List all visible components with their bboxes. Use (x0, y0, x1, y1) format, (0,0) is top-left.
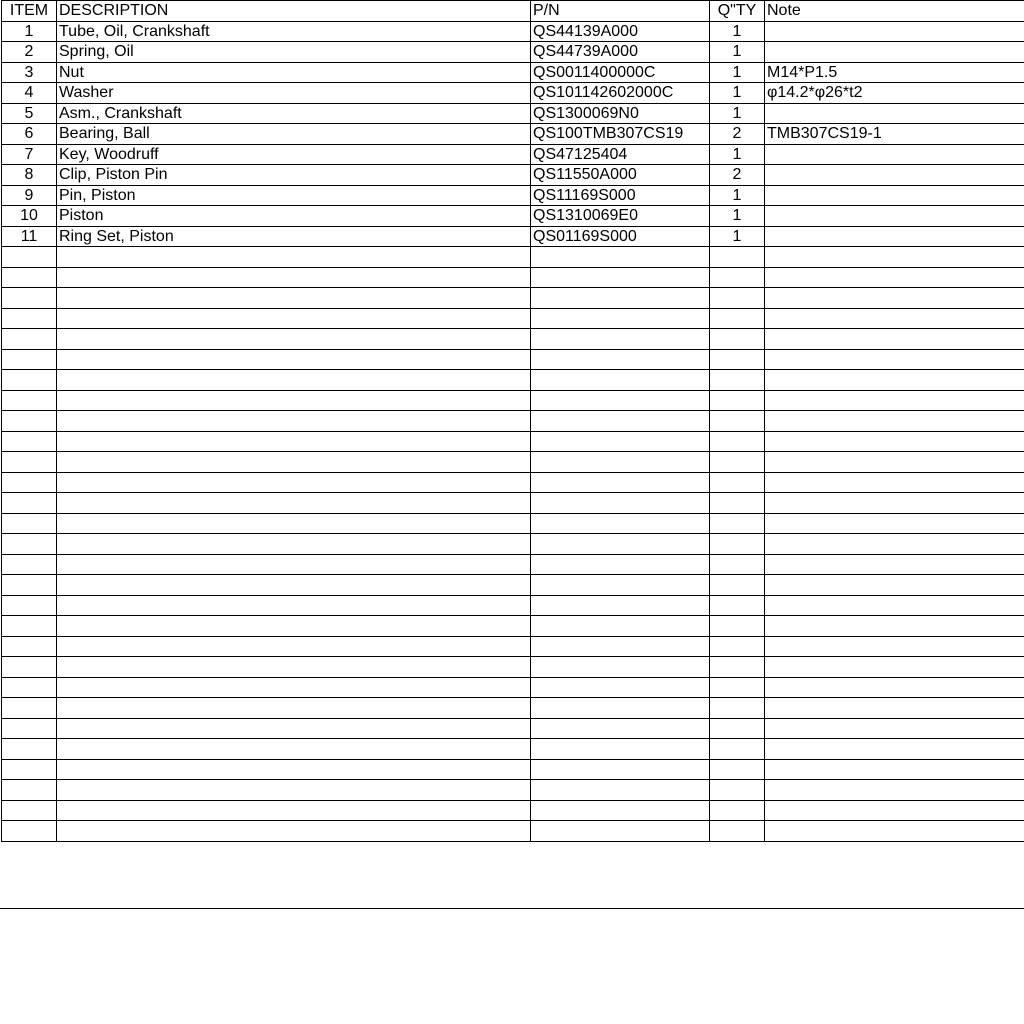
cell-note-empty (765, 657, 1024, 678)
cell-part-number-empty (531, 718, 710, 739)
cell-part-number-empty (531, 267, 710, 288)
cell-part-number: QS11550A000 (531, 165, 710, 186)
table-row (2, 226, 1024, 247)
table-row-empty (2, 821, 1024, 842)
cell-quantity: 1 (710, 144, 765, 165)
cell-quantity: 1 (710, 206, 765, 227)
cell-note: TMB307CS19-1 (765, 124, 1024, 145)
cell-item-empty (2, 370, 57, 391)
table-row-empty (2, 411, 1024, 432)
cell-description-empty (57, 575, 531, 596)
cell-quantity-empty (710, 267, 765, 288)
cell-quantity: 1 (710, 21, 765, 42)
cell-description: Piston (57, 206, 531, 227)
cell-part-number-empty (531, 595, 710, 616)
cell-description-empty (57, 370, 531, 391)
cell-part-number: QS1300069N0 (531, 103, 710, 124)
cell-item-empty (2, 554, 57, 575)
header-part-number: P/N (531, 1, 710, 22)
cell-description-empty (57, 390, 531, 411)
cell-note (765, 165, 1024, 186)
cell-item-empty (2, 616, 57, 637)
cell-note-empty (765, 329, 1024, 350)
cell-item-empty (2, 349, 57, 370)
cell-part-number-empty (531, 636, 710, 657)
cell-description: Ring Set, Piston (57, 226, 531, 247)
cell-item-empty (2, 452, 57, 473)
cell-description-empty (57, 534, 531, 555)
cell-description-empty (57, 780, 531, 801)
cell-quantity-empty (710, 513, 765, 534)
header-note: Note (765, 1, 1024, 22)
cell-quantity-empty (710, 472, 765, 493)
cell-description-empty (57, 718, 531, 739)
table-row-empty (2, 288, 1024, 309)
cell-description: Key, Woodruff (57, 144, 531, 165)
cell-item-empty (2, 800, 57, 821)
cell-description: Nut (57, 62, 531, 83)
cell-note-empty (765, 513, 1024, 534)
table-row-empty (2, 247, 1024, 268)
cell-note-empty (765, 411, 1024, 432)
cell-note-empty (765, 677, 1024, 698)
table-row-empty (2, 677, 1024, 698)
cell-part-number-empty (531, 575, 710, 596)
table-row (2, 185, 1024, 206)
table-row-empty (2, 718, 1024, 739)
cell-item-empty (2, 534, 57, 555)
table-row-empty (2, 739, 1024, 760)
cell-part-number: QS100TMB307CS19 (531, 124, 710, 145)
table-row-empty (2, 329, 1024, 350)
cell-description-empty (57, 739, 531, 760)
cell-item-empty (2, 390, 57, 411)
table-row (2, 62, 1024, 83)
cell-note (765, 185, 1024, 206)
cell-quantity-empty (710, 739, 765, 760)
cell-description: Tube, Oil, Crankshaft (57, 21, 531, 42)
cell-description: Spring, Oil (57, 42, 531, 63)
cell-note-empty (765, 288, 1024, 309)
parts-list-body (2, 21, 1024, 841)
cell-part-number-empty (531, 739, 710, 760)
cell-quantity-empty (710, 677, 765, 698)
cell-part-number-empty (531, 698, 710, 719)
cell-description-empty (57, 452, 531, 473)
cell-note: M14*P1.5 (765, 62, 1024, 83)
cell-note (765, 21, 1024, 42)
cell-quantity-empty (710, 390, 765, 411)
cell-quantity: 1 (710, 62, 765, 83)
cell-quantity-empty (710, 411, 765, 432)
table-row-empty (2, 431, 1024, 452)
cell-description-empty (57, 657, 531, 678)
cell-part-number: QS44139A000 (531, 21, 710, 42)
cell-quantity-empty (710, 534, 765, 555)
cell-item: 1 (2, 21, 57, 42)
table-row-empty (2, 267, 1024, 288)
cell-part-number-empty (531, 370, 710, 391)
cell-description-empty (57, 554, 531, 575)
cell-item-empty (2, 329, 57, 350)
cell-part-number-empty (531, 493, 710, 514)
cell-note (765, 42, 1024, 63)
table-row (2, 83, 1024, 104)
cell-item-empty (2, 472, 57, 493)
cell-note-empty (765, 247, 1024, 268)
table-row (2, 206, 1024, 227)
cell-part-number-empty (531, 800, 710, 821)
cell-note-empty (765, 452, 1024, 473)
cell-description-empty (57, 247, 531, 268)
cell-note-empty (765, 472, 1024, 493)
table-row (2, 165, 1024, 186)
table-row-empty (2, 759, 1024, 780)
cell-description-empty (57, 677, 531, 698)
cell-quantity-empty (710, 554, 765, 575)
cell-description-empty (57, 431, 531, 452)
cell-note (765, 144, 1024, 165)
cell-quantity-empty (710, 698, 765, 719)
cell-part-number: QS101142602000C (531, 83, 710, 104)
cell-item: 4 (2, 83, 57, 104)
cell-description-empty (57, 411, 531, 432)
cell-quantity-empty (710, 308, 765, 329)
cell-part-number: QS47125404 (531, 144, 710, 165)
cell-part-number-empty (531, 472, 710, 493)
cell-item-empty (2, 718, 57, 739)
cell-description: Pin, Piston (57, 185, 531, 206)
cell-item: 10 (2, 206, 57, 227)
cell-description-empty (57, 267, 531, 288)
cell-item-empty (2, 431, 57, 452)
cell-part-number-empty (531, 411, 710, 432)
cell-item: 3 (2, 62, 57, 83)
cell-note-empty (765, 739, 1024, 760)
cell-part-number-empty (531, 780, 710, 801)
table-row-empty (2, 370, 1024, 391)
table-row-empty (2, 657, 1024, 678)
cell-item-empty (2, 759, 57, 780)
cell-part-number: QS0011400000C (531, 62, 710, 83)
cell-note-empty (765, 308, 1024, 329)
cell-item-empty (2, 411, 57, 432)
cell-note-empty (765, 370, 1024, 391)
cell-note-empty (765, 718, 1024, 739)
cell-quantity: 1 (710, 42, 765, 63)
cell-quantity: 1 (710, 226, 765, 247)
cell-part-number-empty (531, 349, 710, 370)
cell-item-empty (2, 780, 57, 801)
cell-quantity: 2 (710, 124, 765, 145)
cell-note-empty (765, 534, 1024, 555)
cell-part-number-empty (531, 329, 710, 350)
cell-quantity-empty (710, 329, 765, 350)
cell-item-empty (2, 308, 57, 329)
table-row (2, 124, 1024, 145)
cell-item-empty (2, 739, 57, 760)
cell-description-empty (57, 329, 531, 350)
table-row-empty (2, 554, 1024, 575)
cell-quantity-empty (710, 493, 765, 514)
cell-quantity-empty (710, 575, 765, 596)
cell-note-empty (765, 349, 1024, 370)
cell-part-number-empty (531, 452, 710, 473)
table-row-empty (2, 349, 1024, 370)
cell-item: 8 (2, 165, 57, 186)
header-quantity: Q"TY (710, 1, 765, 22)
cell-quantity-empty (710, 247, 765, 268)
cell-description-empty (57, 698, 531, 719)
cell-quantity-empty (710, 595, 765, 616)
cell-note (765, 206, 1024, 227)
cell-part-number-empty (531, 431, 710, 452)
cell-note-empty (765, 390, 1024, 411)
cell-part-number-empty (531, 821, 710, 842)
table-row (2, 144, 1024, 165)
cell-description-empty (57, 349, 531, 370)
cell-note-empty (765, 493, 1024, 514)
cell-part-number-empty (531, 247, 710, 268)
cell-quantity-empty (710, 800, 765, 821)
cell-quantity: 2 (710, 165, 765, 186)
cell-part-number-empty (531, 390, 710, 411)
table-row (2, 42, 1024, 63)
cell-description-empty (57, 800, 531, 821)
cell-quantity-empty (710, 718, 765, 739)
table-row-empty (2, 452, 1024, 473)
cell-quantity-empty (710, 780, 765, 801)
cell-description-empty (57, 821, 531, 842)
cell-description-empty (57, 616, 531, 637)
cell-quantity-empty (710, 452, 765, 473)
table-row-empty (2, 390, 1024, 411)
cell-note-empty (765, 698, 1024, 719)
cell-note-empty (765, 267, 1024, 288)
cell-note-empty (765, 636, 1024, 657)
cell-part-number-empty (531, 759, 710, 780)
cell-note-empty (765, 575, 1024, 596)
cell-quantity: 1 (710, 185, 765, 206)
cell-quantity-empty (710, 370, 765, 391)
cell-description-empty (57, 493, 531, 514)
cell-part-number-empty (531, 554, 710, 575)
parts-list-table (1, 0, 1024, 842)
bottom-rule (0, 908, 1024, 909)
cell-item-empty (2, 575, 57, 596)
cell-item: 6 (2, 124, 57, 145)
table-row-empty (2, 698, 1024, 719)
table-row-empty (2, 493, 1024, 514)
header-row (2, 1, 1024, 22)
cell-quantity-empty (710, 431, 765, 452)
cell-quantity-empty (710, 657, 765, 678)
cell-description-empty (57, 472, 531, 493)
cell-item-empty (2, 247, 57, 268)
table-row-empty (2, 513, 1024, 534)
cell-item: 5 (2, 103, 57, 124)
cell-note-empty (765, 595, 1024, 616)
cell-item-empty (2, 698, 57, 719)
cell-item: 2 (2, 42, 57, 63)
cell-item-empty (2, 513, 57, 534)
cell-part-number-empty (531, 534, 710, 555)
cell-description-empty (57, 595, 531, 616)
cell-description-empty (57, 288, 531, 309)
cell-item-empty (2, 657, 57, 678)
cell-quantity-empty (710, 616, 765, 637)
table-row-empty (2, 636, 1024, 657)
cell-note (765, 226, 1024, 247)
cell-part-number-empty (531, 308, 710, 329)
cell-description-empty (57, 759, 531, 780)
cell-quantity-empty (710, 759, 765, 780)
cell-part-number: QS1310069E0 (531, 206, 710, 227)
cell-part-number-empty (531, 288, 710, 309)
cell-part-number-empty (531, 616, 710, 637)
header-item: ITEM (2, 1, 57, 22)
cell-item-empty (2, 595, 57, 616)
cell-item-empty (2, 636, 57, 657)
cell-description: Bearing, Ball (57, 124, 531, 145)
header-description: DESCRIPTION (57, 1, 531, 22)
table-row-empty (2, 308, 1024, 329)
cell-quantity-empty (710, 288, 765, 309)
table-row-empty (2, 780, 1024, 801)
table-row-empty (2, 800, 1024, 821)
cell-item-empty (2, 677, 57, 698)
table-row (2, 103, 1024, 124)
cell-item: 7 (2, 144, 57, 165)
cell-note-empty (765, 821, 1024, 842)
cell-description-empty (57, 636, 531, 657)
cell-note-empty (765, 554, 1024, 575)
cell-part-number: QS44739A000 (531, 42, 710, 63)
cell-description-empty (57, 513, 531, 534)
table-row-empty (2, 534, 1024, 555)
table-row-empty (2, 472, 1024, 493)
cell-note-empty (765, 759, 1024, 780)
cell-part-number: QS11169S000 (531, 185, 710, 206)
cell-note-empty (765, 431, 1024, 452)
cell-quantity-empty (710, 349, 765, 370)
cell-item: 11 (2, 226, 57, 247)
cell-note-empty (765, 800, 1024, 821)
cell-item-empty (2, 821, 57, 842)
cell-quantity: 1 (710, 83, 765, 104)
cell-part-number: QS01169S000 (531, 226, 710, 247)
cell-description: Clip, Piston Pin (57, 165, 531, 186)
cell-item: 9 (2, 185, 57, 206)
cell-note-empty (765, 780, 1024, 801)
cell-note-empty (765, 616, 1024, 637)
table-row-empty (2, 616, 1024, 637)
cell-part-number-empty (531, 513, 710, 534)
cell-quantity-empty (710, 821, 765, 842)
cell-item-empty (2, 288, 57, 309)
table-row-empty (2, 575, 1024, 596)
cell-item-empty (2, 267, 57, 288)
cell-quantity-empty (710, 636, 765, 657)
cell-part-number-empty (531, 677, 710, 698)
cell-description: Washer (57, 83, 531, 104)
cell-description: Asm., Crankshaft (57, 103, 531, 124)
cell-note: φ14.2*φ26*t2 (765, 83, 1024, 104)
table-row (2, 21, 1024, 42)
cell-note (765, 103, 1024, 124)
cell-part-number-empty (531, 657, 710, 678)
cell-item-empty (2, 493, 57, 514)
cell-description-empty (57, 308, 531, 329)
cell-quantity: 1 (710, 103, 765, 124)
table-row-empty (2, 595, 1024, 616)
